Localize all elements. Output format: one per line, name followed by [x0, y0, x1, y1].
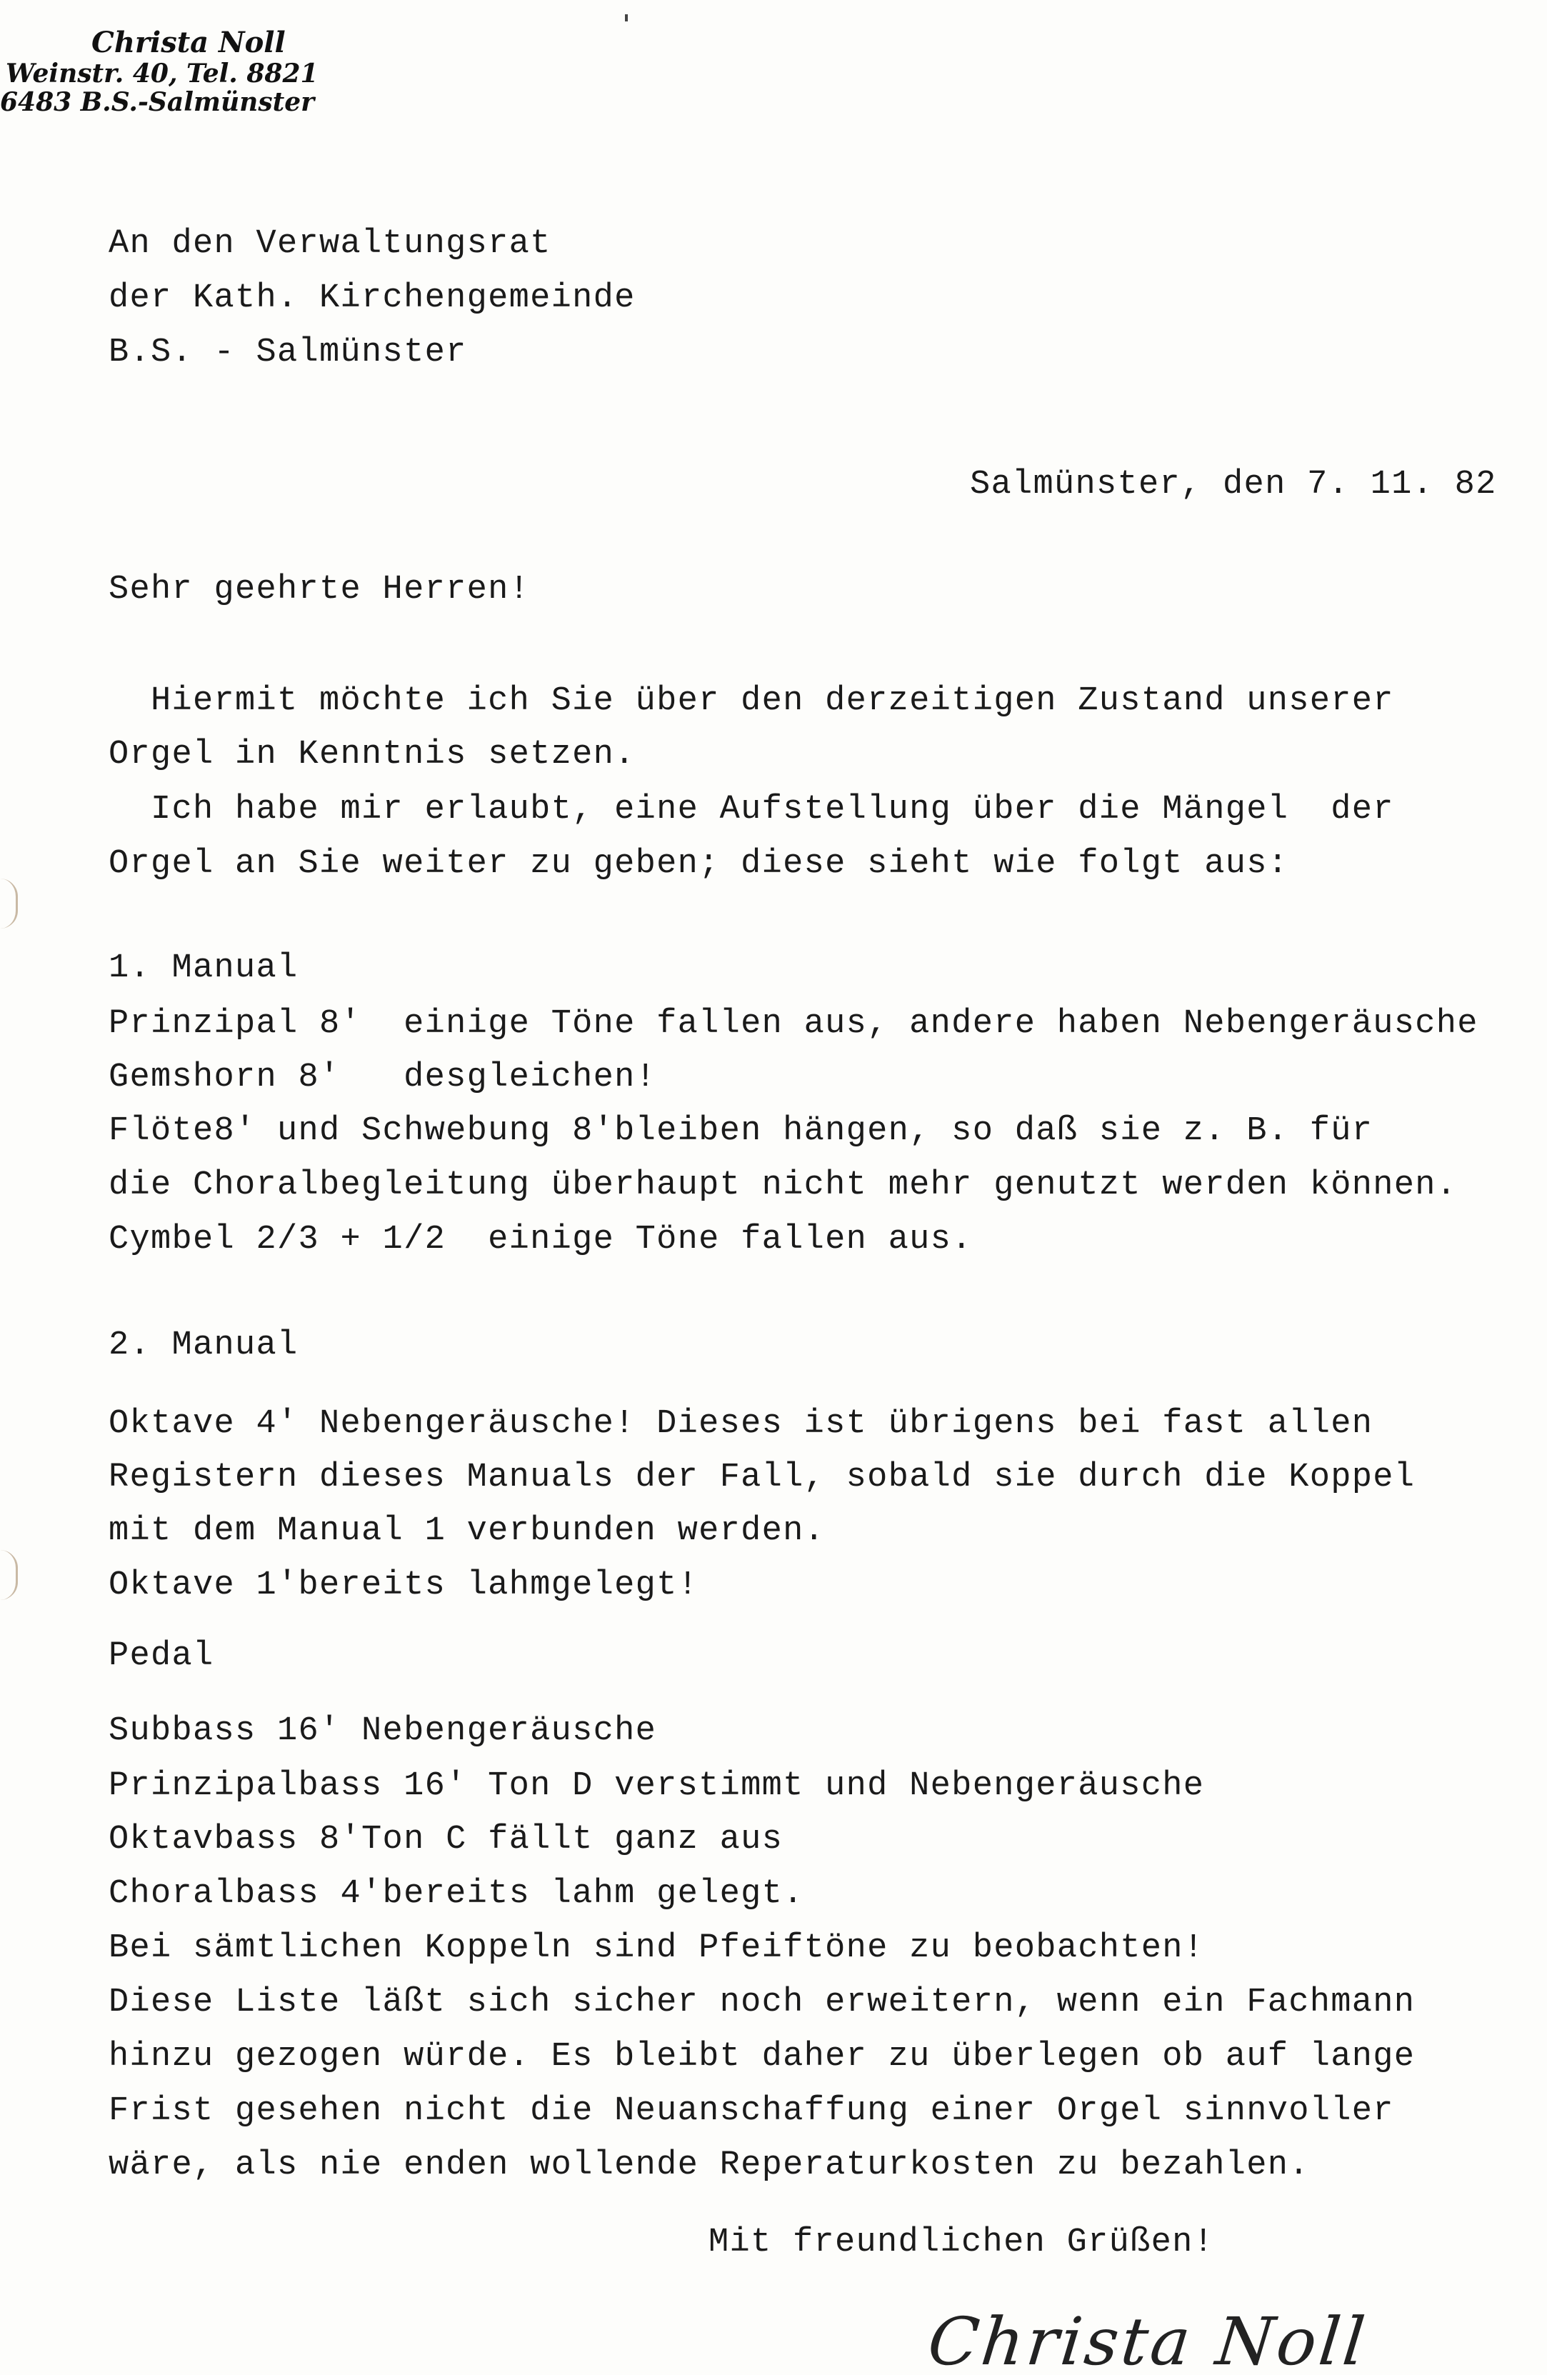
- manual-1-line: Flöte8' und Schwebung 8'bleiben hängen, so daß sie z. B. für: [109, 1112, 1373, 1150]
- pedal-line: Prinzipalbass 16' Ton D verstimmt und Nebengeräusche: [109, 1767, 1205, 1805]
- recipient-line: B.S. - Salmünster: [109, 334, 467, 371]
- date-line: Salmünster, den 7. 11. 82: [970, 466, 1497, 504]
- recipient-line: der Kath. Kirchengemeinde: [109, 279, 636, 317]
- pedal-line: Frist gesehen nicht die Neuanschaffung einer Orgel sinnvoller: [109, 2092, 1394, 2130]
- pedal-line: wäre, als nie enden wollende Reperaturkosten zu bezahlen.: [109, 2146, 1310, 2184]
- section-heading-pedal: Pedal: [109, 1637, 214, 1675]
- handwritten-signature: Christa Noll: [924, 2304, 1371, 2380]
- intro-line: Orgel in Kenntnis setzen.: [109, 736, 636, 774]
- pedal-line: Subbass 16' Nebengeräusche: [109, 1712, 657, 1750]
- punch-hole-mark: [0, 879, 18, 929]
- pedal-line: hinzu gezogen würde. Es bleibt daher zu überlegen ob auf lange: [109, 2038, 1416, 2076]
- pedal-line: Diese Liste läßt sich sicher noch erweitern, wenn ein Fachmann: [109, 1984, 1416, 2021]
- pedal-line: Choralbass 4'bereits lahm gelegt.: [109, 1875, 804, 1913]
- section-heading-manual-1: 1. Manual: [109, 949, 299, 987]
- punch-hole-mark: [0, 1550, 18, 1600]
- section-heading-manual-2: 2. Manual: [109, 1326, 299, 1364]
- manual-1-line: Prinzipal 8' einige Töne fallen aus, andere haben Nebengeräusche: [109, 1005, 1478, 1043]
- letterhead-stamp: [0, 27, 319, 116]
- intro-line: Ich habe mir erlaubt, eine Aufstellung über die Mängel der: [109, 791, 1394, 829]
- ink-mark: [625, 14, 628, 21]
- sender-city: 6483 B.S.-Salmünster: [0, 87, 315, 118]
- intro-line: Hiermit möchte ich Sie über den derzeitigen Zustand unserer: [109, 682, 1394, 720]
- manual-2-line: mit dem Manual 1 verbunden werden.: [109, 1512, 826, 1550]
- manual-1-line: Gemshorn 8' desgleichen!: [109, 1059, 657, 1096]
- manual-2-line: Oktave 1'bereits lahmgelegt!: [109, 1566, 699, 1604]
- recipient-line: An den Verwaltungsrat: [109, 225, 551, 263]
- sender-street: Weinstr. 40, Tel. 8821: [6, 58, 319, 89]
- manual-2-line: Registern dieses Manuals der Fall, sobald sie durch die Koppel: [109, 1459, 1416, 1496]
- pedal-line: Bei sämtlichen Koppeln sind Pfeiftöne zu beobachten!: [109, 1929, 1205, 1967]
- salutation: Sehr geehrte Herren!: [109, 571, 531, 609]
- manual-1-line: Cymbel 2/3 + 1/2 einige Töne fallen aus.: [109, 1221, 973, 1259]
- closing-line: Mit freundlichen Grüßen!: [709, 2224, 1215, 2261]
- intro-line: Orgel an Sie weiter zu geben; diese sieht wie folgt aus:: [109, 845, 1289, 883]
- manual-2-line: Oktave 4' Nebengeräusche! Dieses ist übrigens bei fast allen: [109, 1405, 1373, 1443]
- pedal-line: Oktavbass 8'Ton C fällt ganz aus: [109, 1821, 783, 1859]
- sender-name: Christa Noll: [91, 26, 286, 59]
- manual-1-line: die Choralbegleitung überhaupt nicht mehr genutzt werden können.: [109, 1166, 1458, 1204]
